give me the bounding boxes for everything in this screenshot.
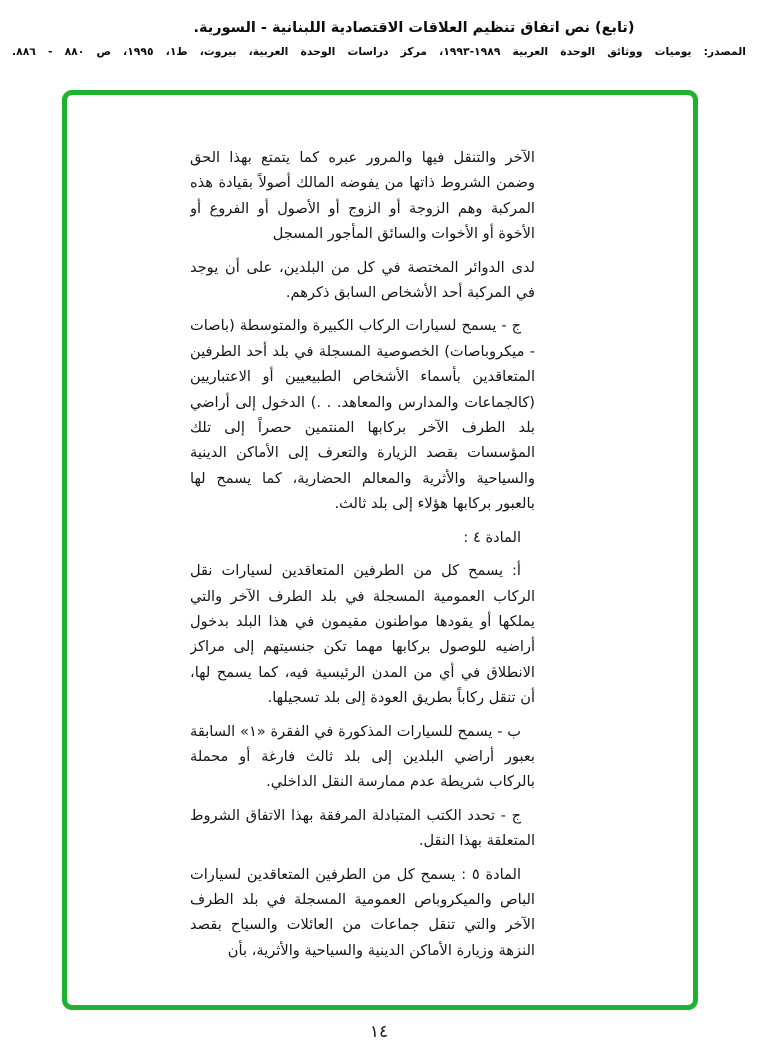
source-citation: المصدر: يوميات ووثائق الوحدة العربية ١٩٨٩-١٩٩٣، مركز دراسات الوحدة العربية، بيروت، ط١، ١٩٩٥، ص ٨٨٠ - ٨٨٦. <box>12 45 746 58</box>
page-number: ١٤ <box>369 1022 389 1042</box>
page-header <box>0 20 758 58</box>
paragraph: ب - يسمح للسيارات المذكورة في الفقرة «١» السابقة بعبور أراضي البلدين إلى بلد ثالث فارغة أو محملة بالركاب شريطة عدم ممارسة النقل الداخلي. <box>190 722 535 791</box>
paragraph: المادة ٤ : <box>463 528 521 546</box>
document-body <box>190 145 535 971</box>
paragraph: لدى الدوائر المختصة في كل من البلدين، على أن يوجد في المركبة أحد الأشخاص السابق ذكرهم. <box>190 258 535 302</box>
paragraph: ج - تحدد الكتب المتبادلة المرفقة بهذا الاتفاق الشروط المتعلقة بهذا النقل. <box>190 806 535 850</box>
document-frame <box>62 90 698 1010</box>
paragraph: الآخر والتنقل فيها والمرور عبره كما يتمتع بهذا الحق وضمن الشروط ذاتها من يفوضه المالك أصولاً بقيادة هذه المركبة وهم الزوجة أو الزوج أو الأصول أو الفروع أو الأخوة أو الأخوات والسائق المأجور المسجل <box>190 149 535 243</box>
paragraph: المادة ٥ : يسمح كل من الطرفين المتعاقدين لسيارات الباص والميكروباص العمومية المسجلة في بلد الطرف الآخر والتي تنقل جماعات من العائلات والسياح بقصد النزهة وزيارة الأماكن الدينية والسياحية والأثرية، بأن <box>190 865 535 959</box>
document-title: (تابع) نص اتفاق تنظيم العلاقات الاقتصادية اللبنانية - السورية. <box>193 20 635 36</box>
paragraph: ج - يسمح لسيارات الركاب الكبيرة والمتوسطة (باصات - ميكروباصات) الخصوصية المسجلة في بلد أحد الطرفين المتعاقدين بأسماء الأشخاص الطبيعيين أو الاعتباريين (كالجماعات والمدارس والمعاهد. . .) الدخول إلى أراضي بلد الطرف الآخر بركابها المنتمين حصراً إلى تلك المؤسسات بقصد الزيارة والتعرف إلى الأماكن الدينية والسياحية والأثرية والمعالم الحضارية، كما يسمح لها بالعبور بركابها هؤلاء إلى بلد ثالث. <box>190 317 535 513</box>
paragraph: أ: يسمح كل من الطرفين المتعاقدين لسيارات نقل الركاب العمومية المسجلة في بلد الطرف الآخر والتي يملكها أو يقودها مواطنون مقيمون في هذا البلد بدخول أراضيه للوصول بركابها مهما تكن جنسيتهم إلى مراكز الانطلاق في أي من المدن الرئيسية فيه، كما يسمح لها، أن تنقل ركاباً بطريق العودة إلى بلد تسجيلها. <box>190 562 535 707</box>
